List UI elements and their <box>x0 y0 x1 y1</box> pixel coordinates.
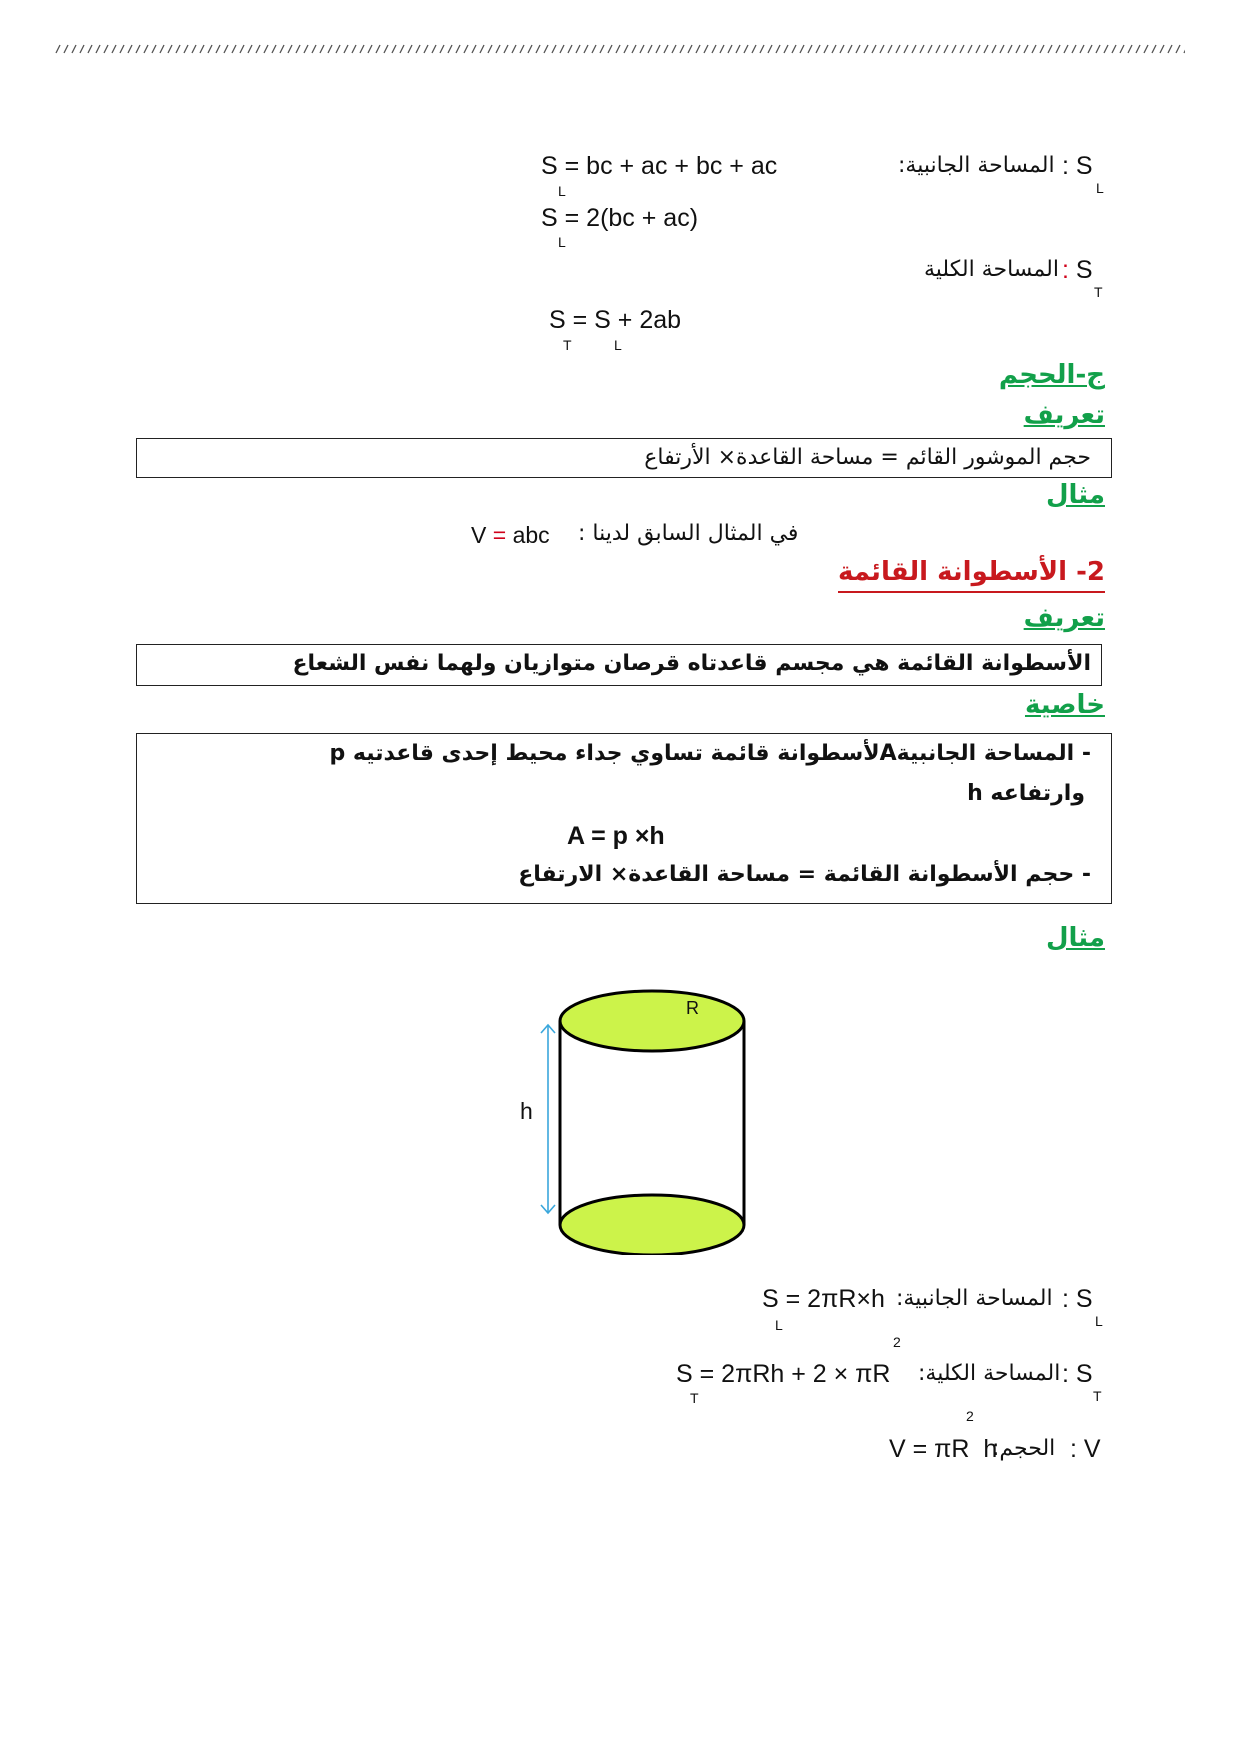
cylinder-property-heading: خاصية <box>1024 690 1105 720</box>
cylinder-property-box <box>136 733 1112 904</box>
cylinder-total-formula-sup: 2 <box>893 1334 901 1350</box>
cylinder-lateral-symbol: S : <box>1062 1285 1093 1313</box>
cylinder-property-line3: - حجم الأسطوانة القائمة = مساحة القاعدة× الارتفاع <box>518 862 1091 887</box>
cylinder-volume-label: الحجم: <box>992 1436 1056 1461</box>
cylinder-volume-symbol: V : <box>1070 1435 1101 1463</box>
prism-example-text: في المثال السابق لدينا : <box>578 521 799 546</box>
prism-total-formula-sub-t: T <box>563 337 572 353</box>
page-top-border <box>55 44 1185 54</box>
prism-total-symbol: : S <box>1062 256 1093 284</box>
prism-lateral-symbol-sub: L <box>1096 180 1104 196</box>
cylinder-lateral-formula-sub: L <box>775 1317 783 1333</box>
prism-total-symbol-sub: T <box>1094 284 1103 300</box>
cylinder-volume-formula: V = πR h <box>889 1435 998 1463</box>
cylinder-definition: الأسطوانة القائمة هي مجسم قاعدتاه قرصان متوازيان ولهما نفس الشعاع <box>292 651 1091 676</box>
cylinder-lateral-label: المساحة الجانبية: <box>896 1286 1053 1311</box>
cylinder-height-label: h <box>520 1098 533 1124</box>
cylinder-bottom-base <box>560 1195 744 1255</box>
cylinder-volume-formula-sup: 2 <box>966 1408 974 1424</box>
cylinder-total-symbol: S : <box>1062 1360 1093 1388</box>
cylinder-example-heading: مثال <box>1045 923 1105 953</box>
prism-definition-heading: تعريف <box>1023 400 1105 430</box>
cylinder-property-line1: - المساحة الجانبيةAلأسطوانة قائمة تساوي جداء محيط إحدى قاعدتيه p <box>329 741 1091 766</box>
cylinder-property-line2: وارتفاعه h <box>967 781 1085 806</box>
prism-total-formula: S = S + 2ab <box>549 306 682 334</box>
cylinder-property-formula: A = p ×h <box>567 822 665 850</box>
cylinder-top-base <box>560 991 744 1051</box>
cylinder-lateral-formula: S = 2πR×h <box>762 1285 885 1313</box>
prism-lateral-formula-2-sub: L <box>558 234 566 250</box>
cylinder-total-label: المساحة الكلية: <box>918 1361 1061 1386</box>
cylinder-radius-label: R <box>686 998 699 1018</box>
prism-example-heading: مثال <box>1045 480 1105 510</box>
cylinder-total-formula: S = 2πRh + 2 × πR <box>676 1360 891 1388</box>
prism-lateral-symbol: : S <box>1062 152 1093 180</box>
volume-heading: ج-الحجم <box>998 360 1105 390</box>
cylinder-total-symbol-sub: T <box>1093 1388 1102 1404</box>
cylinder-total-formula-sub: T <box>690 1390 699 1406</box>
prism-lateral-formula-1-sub: L <box>558 183 566 199</box>
prism-total-label: المساحة الكلية <box>924 257 1059 282</box>
cylinder-definition-box <box>136 644 1102 686</box>
prism-volume-definition: حجم الموشور القائم = مساحة القاعدة× الأرتفاع <box>644 445 1091 470</box>
cylinder-section-heading: 2- الأسطوانة القائمة <box>838 557 1105 593</box>
cylinder-height-arrow <box>541 1025 555 1213</box>
prism-total-formula-sub-l: L <box>614 337 622 353</box>
prism-lateral-label: المساحة الجانبية: <box>898 153 1055 178</box>
prism-lateral-formula-2: S = 2(bc + ac) <box>541 204 699 232</box>
prism-volume-definition-box <box>136 438 1112 478</box>
prism-example-formula: V = abc <box>471 522 550 548</box>
prism-lateral-formula-1: S = bc + ac + bc + ac <box>541 152 778 180</box>
cylinder-figure <box>510 985 760 1255</box>
cylinder-lateral-symbol-sub: L <box>1095 1313 1103 1329</box>
cylinder-definition-heading: تعريف <box>1023 603 1105 633</box>
